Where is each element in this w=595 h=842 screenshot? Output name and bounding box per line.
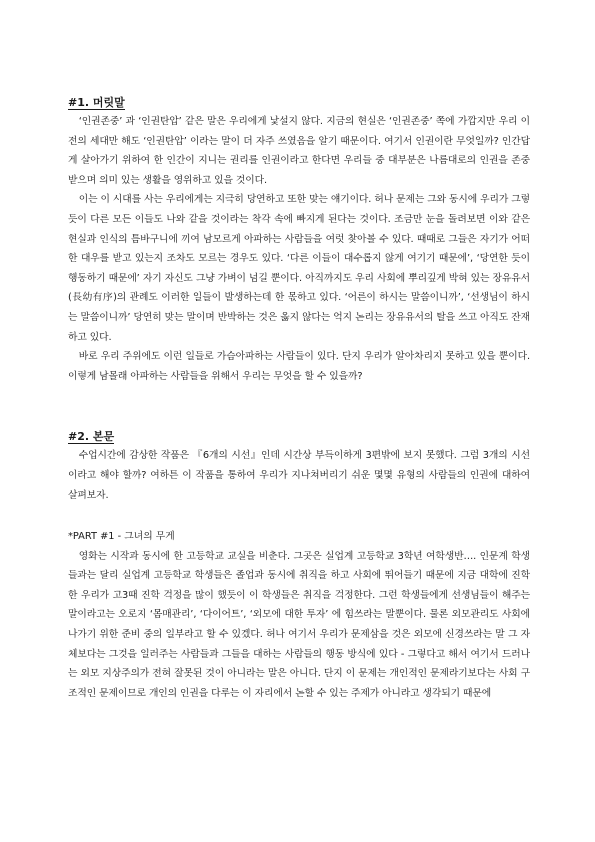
paragraph: 바로 우리 주위에도 이런 일들로 가슴아파하는 사람들이 있다. 단지 우리가 알아차리지 못하고 있을 뿐이다. 이렇게 남몰래 아파하는 사람들을 위해서 우리는 무엇을 할 수 있을까? bbox=[68, 351, 530, 382]
part-title: *PART #1 - 그녀의 무게 bbox=[68, 531, 175, 543]
section-spacer bbox=[68, 505, 530, 527]
paragraph: 수업시간에 감상한 작품은 『6개의 시선』인데 시간상 부득이하게 3편밖에 보지 못했다. 그럼 3개의 시선이라고 해야 할까? 여하튼 이 작품을 통하여 우리가 지나쳐버리기 쉬운 몇몇 유형의 사람들의 인권에 대하여 살펴보자. bbox=[68, 450, 530, 501]
document-body bbox=[68, 96, 530, 703]
section-heading-main: #2. 본문 bbox=[68, 430, 115, 444]
paragraph: 영화는 시작과 동시에 한 고등학교 교실을 비춘다. 그곳은 실업계 고등학교 3학년 여학생반…. 인문계 학생들과는 달리 실업계 고등학교 학생들은 졸업과 동시에 취직을 하고 사회에 뛰어들기 때문에 지금 대학에 진학한 우리가 고3때 진학 걱정을 많이 했듯이 이 학생들은 취직을 걱정한다. 그런 학생들에게 선생님들이 해주는 말이라고는 오로지 ‘몸매관리’, ‘다이어트’, ‘외모에 대한 투자’ 에 힘쓰라는 말뿐이다. 물론 외모관리도 사회에 나가기 위한 준비 중의 일부라고 할 수 있겠다. 허나 여기서 우리가 문제삼을 것은 외모에 신경쓰라는 말 그 자체보다는 그것을 일러주는 사람들과 그들을 대하는 사람들의 행동 방식에 있다 - 그렇다고 해서 여기서 드러나는 외모 지상주의가 전혀 잘못된 것이 아니라는 말은 아니다. 단지 이 문제는 개인적인 문제라기보다는 사회 구조적인 문제이므로 개인의 인권을 다루는 이 자리에서 논할 수 있는 주제가 아니라고 생각되기 때문에 bbox=[68, 550, 530, 699]
paragraph: 이는 이 시대를 사는 우리에게는 지극히 당연하고 또한 맞는 얘기이다. 허나 문제는 그와 동시에 우리가 그렇듯이 다른 모든 이들도 나와 같을 것이라는 착각 속에 빠지게 된다는 것이다. 조금만 눈을 돌려보면 이와 같은 현실과 인식의 틈바구니에 끼여 남모르게 아파하는 사람들을 여럿 찾아볼 수 있다. 때때로 그들은 자기가 어떠한 대우를 받고 있는지 조차도 모르는 경우도 있다. ‘다른 이들이 대수롭지 않게 여기기 때문에’, ‘당연한 듯이 행동하기 때문에’ 자기 자신도 그냥 가벼이 넘길 뿐이다. 아직까지도 우리 사회에 뿌리깊게 박혀 있는 장유유서(長幼有序)의 관례도 이러한 일들이 발생하는데 한 몫하고 있다. ‘어른이 하시는 말씀이니까’, ‘선생님이 하시는 말씀이니까’ 당연히 맞는 말이며 반박하는 것은 옳지 않다는 억지 논리는 장유유서의 탈을 쓰고 아직도 잔재하고 있다. bbox=[68, 194, 530, 343]
paragraph: ‘인권존중’ 과 ‘인권탄압’ 같은 말은 우리에게 낯설지 않다. 지금의 현실은 ‘인권존중’ 쪽에 가깝지만 우리 이전의 세대만 해도 ‘인권탄압’ 이라는 말이 더 자주 쓰였음을 알기 때문이다. 여기서 인권이란 무엇일까? 인간답게 살아가기 위하여 한 인간이 지니는 권리를 인권이라고 한다면 우리들 중 대부분은 나름대로의 인권을 존중받으며 의미 있는 생활을 영위하고 있을 것이다. bbox=[68, 116, 530, 186]
section-spacer bbox=[68, 386, 530, 430]
section-heading-introduction: #1. 머릿말 bbox=[68, 96, 125, 109]
